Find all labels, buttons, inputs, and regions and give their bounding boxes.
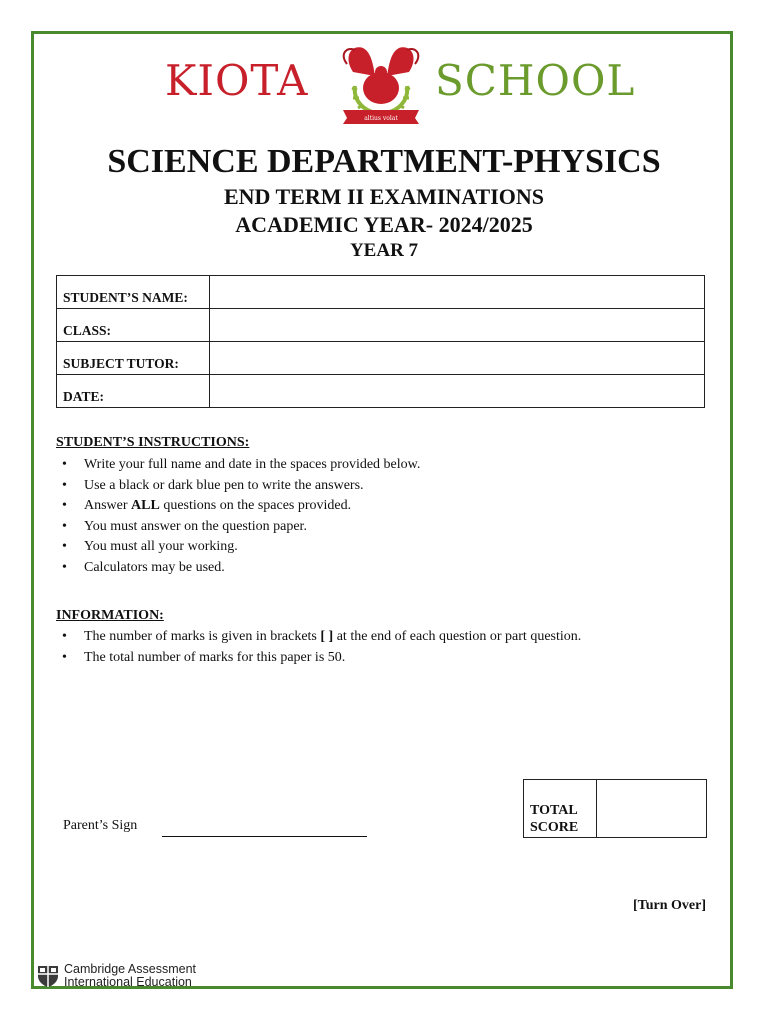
cambridge-shield-icon: [36, 964, 60, 988]
school-logo: [165, 42, 636, 130]
subject-tutor-field[interactable]: [210, 342, 705, 375]
instruction-emphasis: ALL: [131, 498, 160, 514]
instruction-text: Calculators may be used.: [84, 559, 225, 575]
list-item: [56, 558, 420, 579]
list-item: [56, 517, 420, 538]
cambridge-logo: [36, 963, 216, 989]
information-text: The total number of marks for this paper is 50.: [84, 649, 346, 665]
list-item: [56, 455, 420, 476]
student-name-label: STUDENT’S NAME:: [57, 276, 210, 309]
information-title: INFORMATION:: [56, 608, 164, 623]
total-score-label: [524, 780, 597, 838]
crest-icon: [333, 42, 429, 130]
list-item: [56, 476, 420, 497]
total-score-field[interactable]: [597, 780, 707, 838]
logo-left-word: KIOTA: [165, 56, 309, 105]
instruction-text: Answer: [84, 498, 132, 514]
student-details-table: [56, 275, 705, 408]
information-text: at the end of each question or part question.: [333, 629, 582, 644]
subject-tutor-label: SUBJECT TUTOR:: [57, 342, 210, 375]
class-label: CLASS:: [57, 309, 210, 342]
instruction-text: You must all your working.: [84, 539, 238, 555]
turn-over-label: [Turn Over]: [633, 898, 706, 913]
instruction-text: Use a black or dark blue pen to write the answers.: [84, 477, 364, 493]
table-row: [57, 309, 705, 342]
information-emphasis: [ ]: [320, 629, 334, 644]
table-row: [57, 375, 705, 408]
list-item: [56, 627, 581, 648]
instructions-title: STUDENT’S INSTRUCTIONS:: [56, 435, 250, 450]
date-field[interactable]: [210, 375, 705, 408]
instruction-text: questions on the spaces provided.: [159, 498, 352, 514]
logo-motto: altius volat: [364, 115, 398, 122]
class-field[interactable]: [210, 309, 705, 342]
list-item: [56, 537, 420, 558]
cambridge-line2: International Education: [64, 975, 192, 989]
table-row: [57, 276, 705, 309]
parent-sign-line[interactable]: [162, 836, 367, 837]
student-name-field[interactable]: [210, 276, 705, 309]
academic-year: ACADEMIC YEAR- 2024/2025: [235, 212, 533, 237]
list-item: [56, 496, 420, 517]
total-label-line: TOTAL: [530, 803, 578, 818]
instruction-text: You must answer on the question paper.: [84, 518, 307, 534]
list-item: [56, 648, 581, 669]
instruction-text: Write your full name and date in the spaces provided below.: [84, 457, 421, 472]
score-label-line: SCORE: [530, 820, 579, 835]
information-text: The number of marks is given in brackets: [84, 629, 321, 644]
information-list: [56, 627, 581, 668]
instructions-list: [56, 455, 420, 579]
cambridge-line1: Cambridge Assessment: [64, 962, 197, 976]
department-title: SCIENCE DEPARTMENT-PHYSICS: [107, 143, 661, 180]
parent-sign-label: Parent’s Sign: [63, 818, 138, 833]
date-label: DATE:: [57, 375, 210, 408]
year-label: YEAR 7: [349, 240, 419, 261]
table-row: [57, 342, 705, 375]
exam-title: END TERM II EXAMINATIONS: [223, 184, 545, 209]
total-score-box: [523, 779, 707, 838]
logo-right-word: SCHOOL: [435, 56, 636, 105]
